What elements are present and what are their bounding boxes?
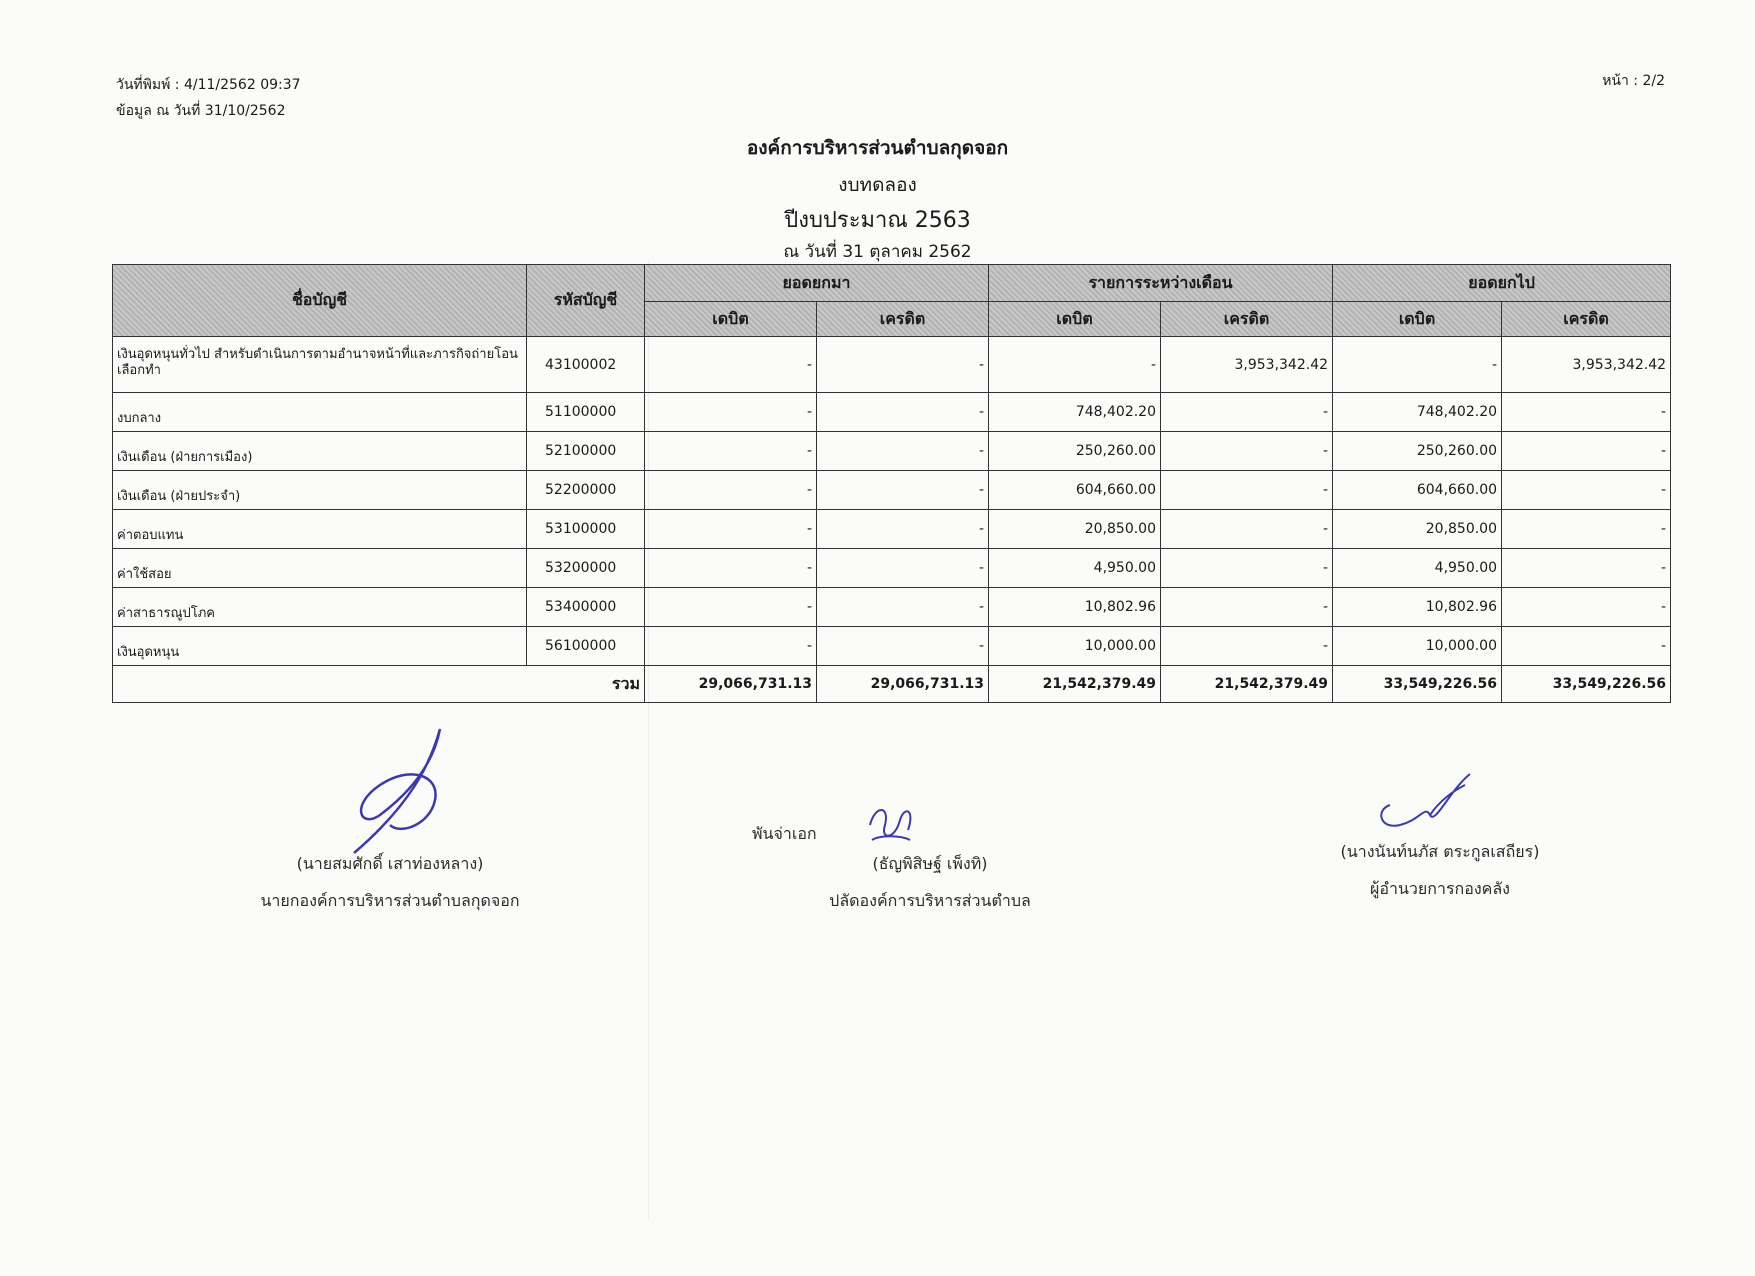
cf-debit: 10,000.00 [1333, 627, 1502, 666]
signature-right [1290, 840, 1590, 902]
total-bf-credit: 29,066,731.13 [817, 666, 989, 703]
bf-debit: - [645, 510, 817, 549]
bf-debit: - [645, 588, 817, 627]
m-credit: - [1161, 549, 1333, 588]
cf-credit: - [1502, 471, 1671, 510]
bf-debit: - [645, 432, 817, 471]
cf-credit: - [1502, 627, 1671, 666]
data-date: ข้อมูล ณ วันที่ 31/10/2562 [116, 103, 286, 119]
signer-name-middle: (ธัญพิสิษฐ์ เพ็งทิ) [872, 854, 988, 873]
account-code: 52100000 [527, 432, 645, 471]
bf-credit: - [817, 549, 989, 588]
table-row [113, 337, 1671, 393]
cf-credit: - [1502, 510, 1671, 549]
account-code: 53400000 [527, 588, 645, 627]
header-m-credit: เครดิต [1161, 302, 1333, 337]
m-debit: 604,660.00 [989, 471, 1161, 510]
bf-debit: - [645, 549, 817, 588]
account-code: 51100000 [527, 393, 645, 432]
m-credit: - [1161, 510, 1333, 549]
m-debit: 20,850.00 [989, 510, 1161, 549]
header-cf-debit: เดบิต [1333, 302, 1502, 337]
m-debit: 250,260.00 [989, 432, 1161, 471]
account-code: 53200000 [527, 549, 645, 588]
m-debit: 748,402.20 [989, 393, 1161, 432]
signature-right-image [1370, 770, 1480, 840]
cf-debit: 604,660.00 [1333, 471, 1502, 510]
bf-debit: - [645, 627, 817, 666]
report-title: งบทดลอง [838, 174, 917, 196]
as-of-date: ณ วันที่ 31 ตุลาคม 2562 [783, 242, 972, 262]
org-title: องค์การบริหารส่วนตำบลกุดจอก [746, 137, 1009, 159]
cf-credit: 3,953,342.42 [1502, 337, 1671, 393]
signature-left-image [340, 725, 470, 855]
bf-credit: - [817, 337, 989, 393]
cf-debit: - [1333, 337, 1502, 393]
table-row [113, 627, 1671, 666]
signature-middle-image [860, 795, 920, 850]
m-credit: - [1161, 627, 1333, 666]
cf-debit: 4,950.00 [1333, 549, 1502, 588]
table-row [113, 549, 1671, 588]
trial-balance-table [112, 264, 1671, 703]
fiscal-year: ปีงบประมาณ 2563 [784, 208, 971, 233]
signer-name-left: (นายสมศักดิ์ เสาท่องหลาง) [296, 854, 484, 873]
account-code: 43100002 [527, 337, 645, 393]
account-code: 56100000 [527, 627, 645, 666]
account-name: ค่าสาธารณูปโภค [113, 588, 527, 627]
cf-debit: 250,260.00 [1333, 432, 1502, 471]
header-carried-forward: ยอดยกไป [1333, 265, 1671, 302]
print-date: วันที่พิมพ์ : 4/11/2562 09:37 [116, 77, 301, 93]
total-label: รวม [113, 666, 645, 703]
signature-middle [740, 852, 1120, 914]
page-number: หน้า : 2/2 [1602, 73, 1665, 89]
cf-debit: 20,850.00 [1333, 510, 1502, 549]
table-row [113, 471, 1671, 510]
bf-debit: - [645, 393, 817, 432]
bf-credit: - [817, 510, 989, 549]
account-code: 53100000 [527, 510, 645, 549]
header-cf-credit: เครดิต [1502, 302, 1671, 337]
account-name: ค่าตอบแทน [113, 510, 527, 549]
bf-debit: - [645, 471, 817, 510]
m-debit: 10,802.96 [989, 588, 1161, 627]
account-name: เงินอุดหนุนทั่วไป สำหรับดำเนินการตามอำนาจหน้าที่และภารกิจถ่ายโอนเลือกทำ [113, 337, 527, 393]
cf-credit: - [1502, 432, 1671, 471]
header-account-name: ชื่อบัญชี [113, 265, 527, 337]
m-credit: - [1161, 432, 1333, 471]
header-during-month: รายการระหว่างเดือน [989, 265, 1333, 302]
table-row [113, 588, 1671, 627]
signer-name-right: (นางนันท์นภัส ตระกูลเสถียร) [1340, 842, 1540, 861]
total-cf-credit: 33,549,226.56 [1502, 666, 1671, 703]
signer-position-right: ผู้อำนวยการกองคลัง [1370, 879, 1510, 898]
table-row [113, 393, 1671, 432]
table-row [113, 432, 1671, 471]
header-m-debit: เดบิต [989, 302, 1161, 337]
account-name: เงินอุดหนุน [113, 627, 527, 666]
account-name: ค่าใช้สอย [113, 549, 527, 588]
cf-credit: - [1502, 549, 1671, 588]
m-credit: - [1161, 393, 1333, 432]
signature-left [230, 852, 550, 914]
total-m-debit: 21,542,379.49 [989, 666, 1161, 703]
account-name: งบกลาง [113, 393, 527, 432]
header-bf-credit: เครดิต [817, 302, 989, 337]
account-name: เงินเดือน (ฝ่ายการเมือง) [113, 432, 527, 471]
total-m-credit: 21,542,379.49 [1161, 666, 1333, 703]
header-brought-forward: ยอดยกมา [645, 265, 989, 302]
cf-debit: 10,802.96 [1333, 588, 1502, 627]
total-row [113, 666, 1671, 703]
header-account-code: รหัสบัญชี [527, 265, 645, 337]
total-bf-debit: 29,066,731.13 [645, 666, 817, 703]
signer-position-middle: ปลัดองค์การบริหารส่วนตำบล [829, 891, 1031, 910]
m-debit: 4,950.00 [989, 549, 1161, 588]
m-credit: - [1161, 471, 1333, 510]
m-credit: - [1161, 588, 1333, 627]
header-bf-debit: เดบิต [645, 302, 817, 337]
signer-rank-middle: พันจ่าเอก [752, 824, 817, 843]
total-cf-debit: 33,549,226.56 [1333, 666, 1502, 703]
bf-credit: - [817, 471, 989, 510]
bf-debit: - [645, 337, 817, 393]
bf-credit: - [817, 588, 989, 627]
cf-debit: 748,402.20 [1333, 393, 1502, 432]
print-info [116, 76, 301, 128]
m-debit: 10,000.00 [989, 627, 1161, 666]
bf-credit: - [817, 393, 989, 432]
bf-credit: - [817, 432, 989, 471]
cf-credit: - [1502, 588, 1671, 627]
m-credit: 3,953,342.42 [1161, 337, 1333, 393]
cf-credit: - [1502, 393, 1671, 432]
m-debit: - [989, 337, 1161, 393]
signer-position-left: นายกองค์การบริหารส่วนตำบลกุดจอก [260, 891, 520, 910]
account-name: เงินเดือน (ฝ่ายประจำ) [113, 471, 527, 510]
bf-credit: - [817, 627, 989, 666]
account-code: 52200000 [527, 471, 645, 510]
table-row [113, 510, 1671, 549]
